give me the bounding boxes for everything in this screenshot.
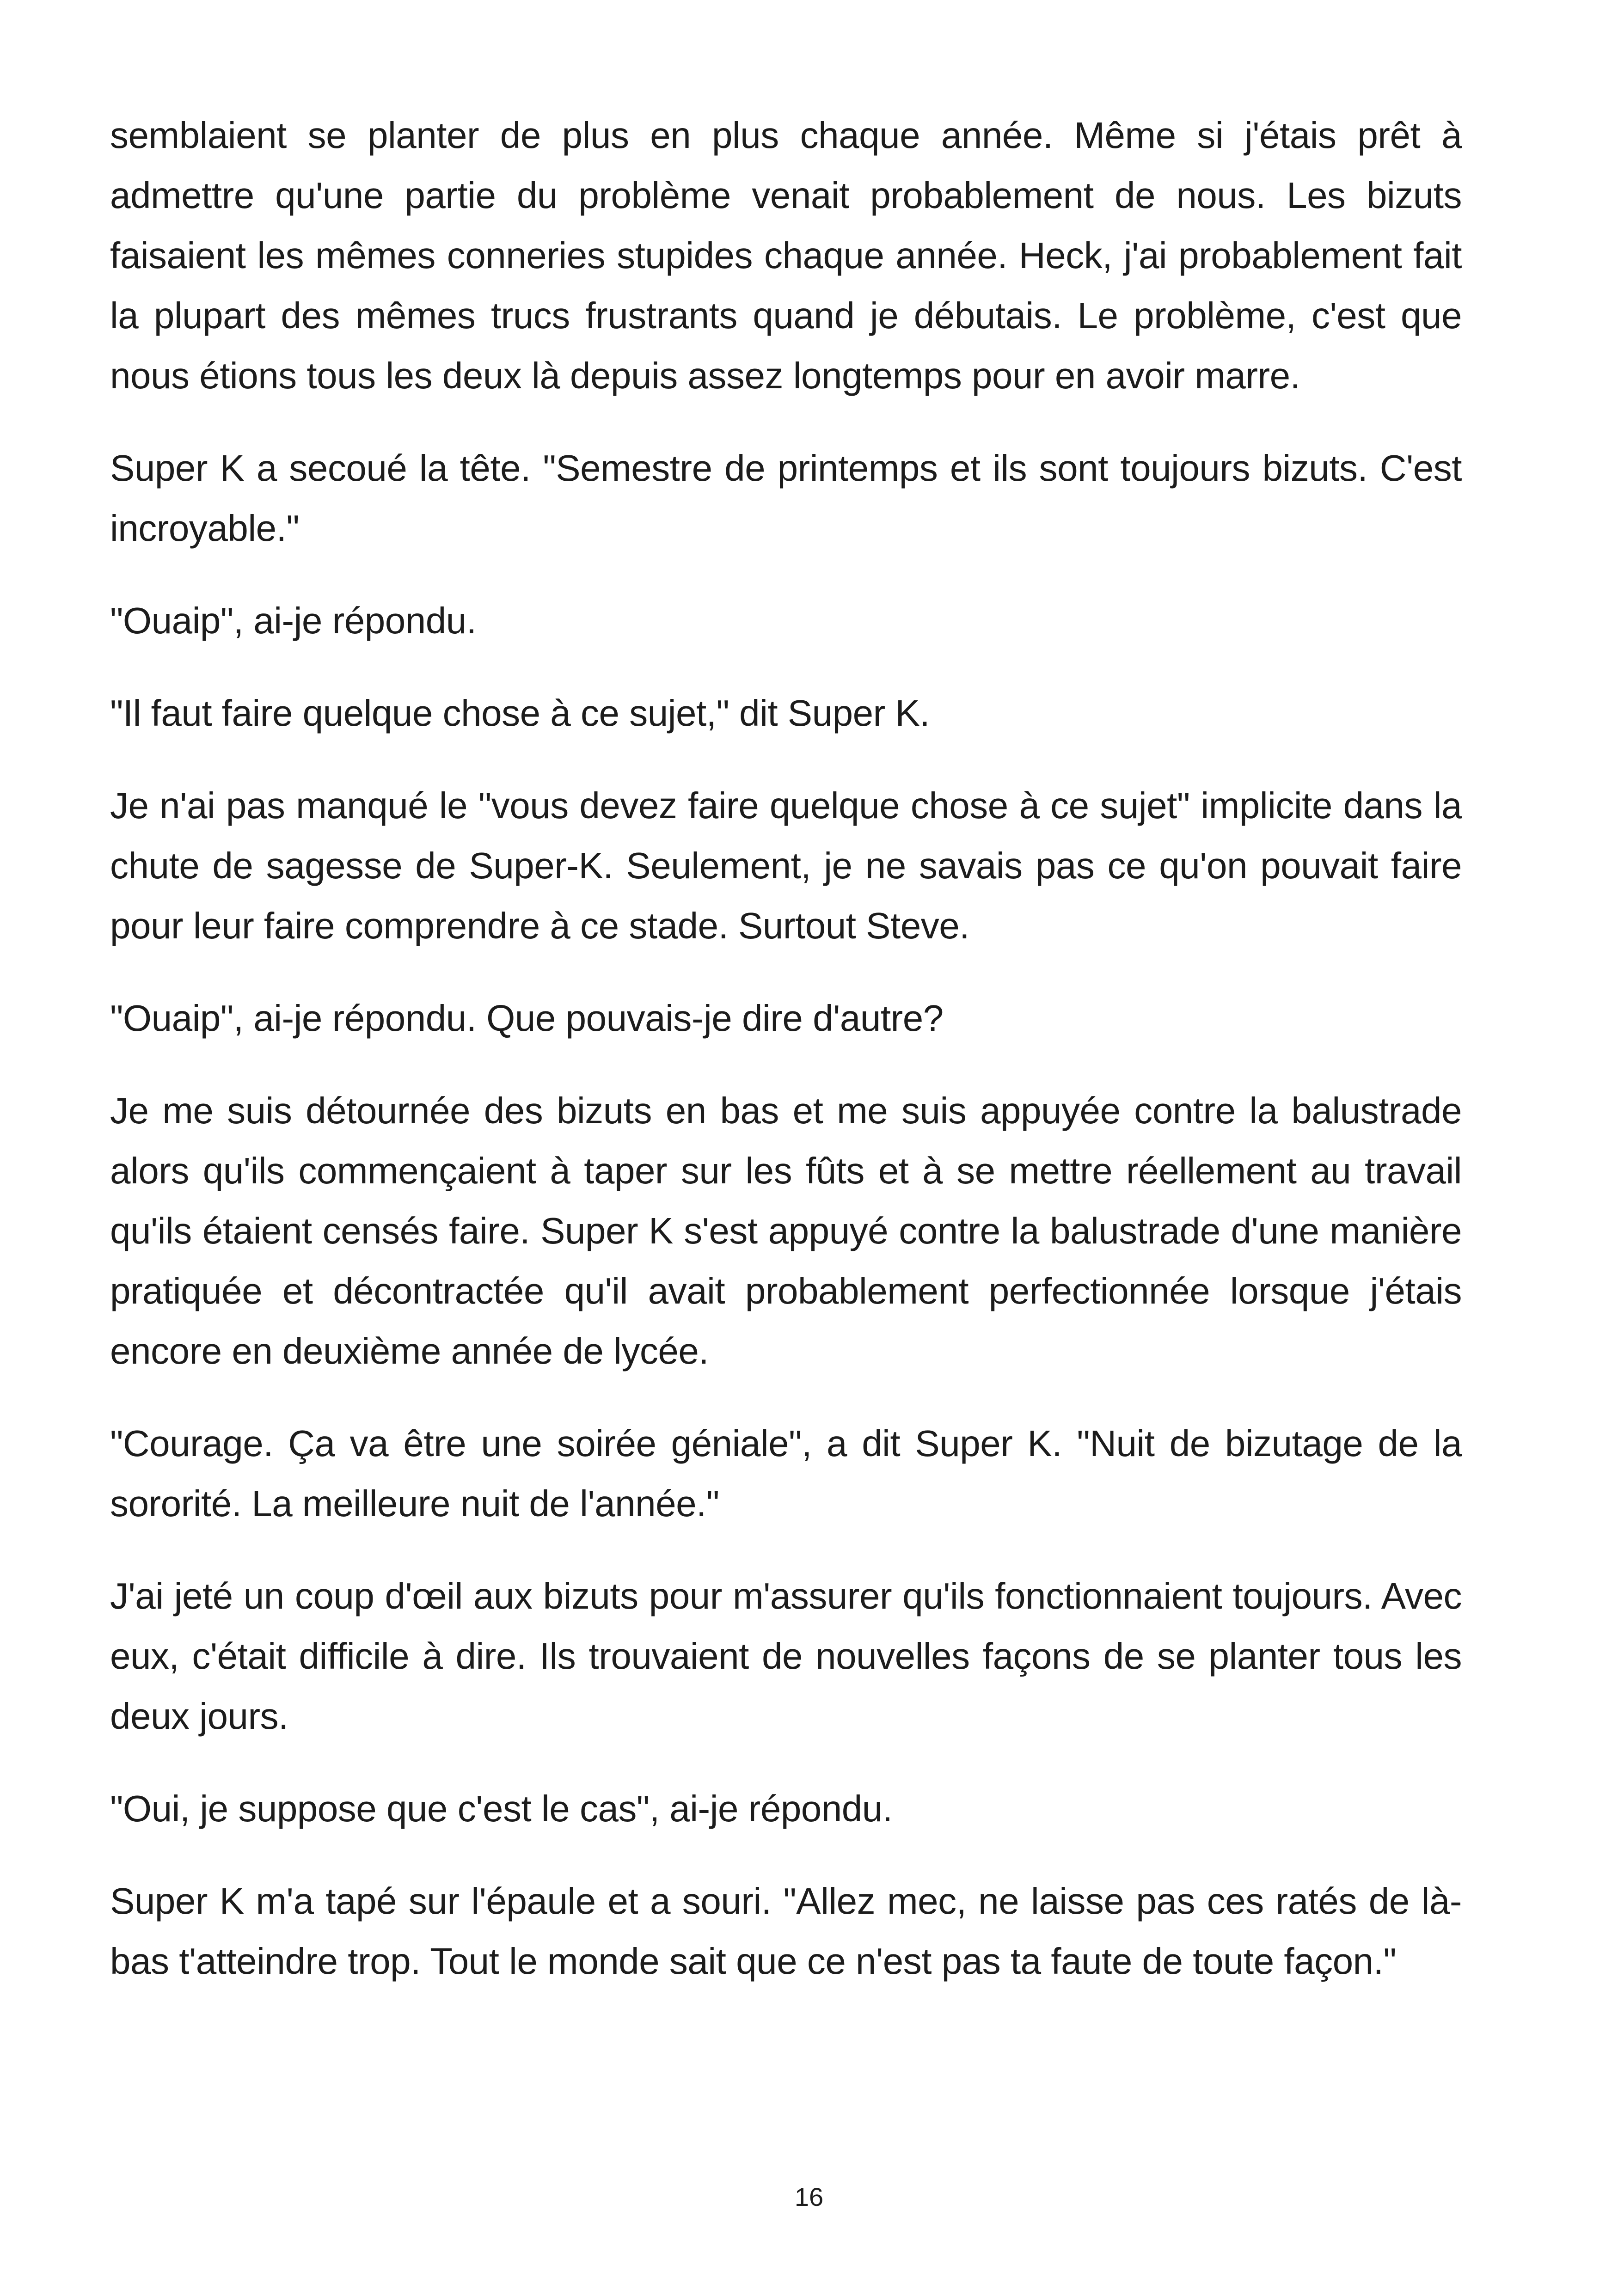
paragraph: "Courage. Ça va être une soirée géniale", a dit Super K. "Nuit de bizutage de la sororité. La meilleure nuit de l'année." (110, 1423, 1462, 1524)
paragraph: Super K m'a tapé sur l'épaule et a souri. "Allez mec, ne laisse pas ces ratés de là-bas t'atteindre trop. Tout le monde sait que ce n'est pas ta faute de toute façon." (110, 1880, 1462, 1982)
paragraph: "Ouaip", ai-je répondu. Que pouvais-je dire d'autre? (110, 998, 944, 1039)
paragraph: "Il faut faire quelque chose à ce sujet," dit Super K. (110, 692, 930, 734)
paragraph: Super K a secoué la tête. "Semestre de printemps et ils sont toujours bizuts. C'est incroyable." (110, 447, 1462, 549)
paragraph: "Ouaip", ai-je répondu. (110, 600, 477, 641)
page-number: 16 (794, 2182, 824, 2211)
paragraph: "Oui, je suppose que c'est le cas", ai-je répondu. (110, 1788, 893, 1829)
paragraph: J'ai jeté un coup d'œil aux bizuts pour m'assurer qu'ils fonctionnaient toujours. Avec eux, c'était difficile à dire. Ils trouvaient de nouvelles façons de se planter tous les deux jours. (110, 1575, 1462, 1737)
paragraph: Je me suis détournée des bizuts en bas et me suis appuyée contre la balustrade alors qu'ils commençaient à taper sur les fûts et à se mettre réellement au travail qu'ils étaient censés faire. Super K s'est appuyé contre la balustrade d'une manière pratiquée et décontractée qu'il avait probablement perfectionnée lorsque j'étais encore en deuxième année de lycée. (110, 1090, 1462, 1371)
body-text (110, 105, 1462, 2024)
paragraph: semblaient se planter de plus en plus chaque année. Même si j'étais prêt à admettre qu'une partie du problème venait probablement de nous. Les bizuts faisaient les mêmes conneries stupides chaque année. Heck, j'ai probablement fait la plupart des mêmes trucs frustrants quand je débutais. Le problème, c'est que nous étions tous les deux là depuis assez longtemps pour en avoir marre. (110, 115, 1462, 396)
paragraph: Je n'ai pas manqué le "vous devez faire quelque chose à ce sujet" implicite dans la chute de sagesse de Super-K. Seulement, je ne savais pas ce qu'on pouvait faire pour leur faire comprendre à ce stade. Surtout Steve. (110, 785, 1462, 946)
